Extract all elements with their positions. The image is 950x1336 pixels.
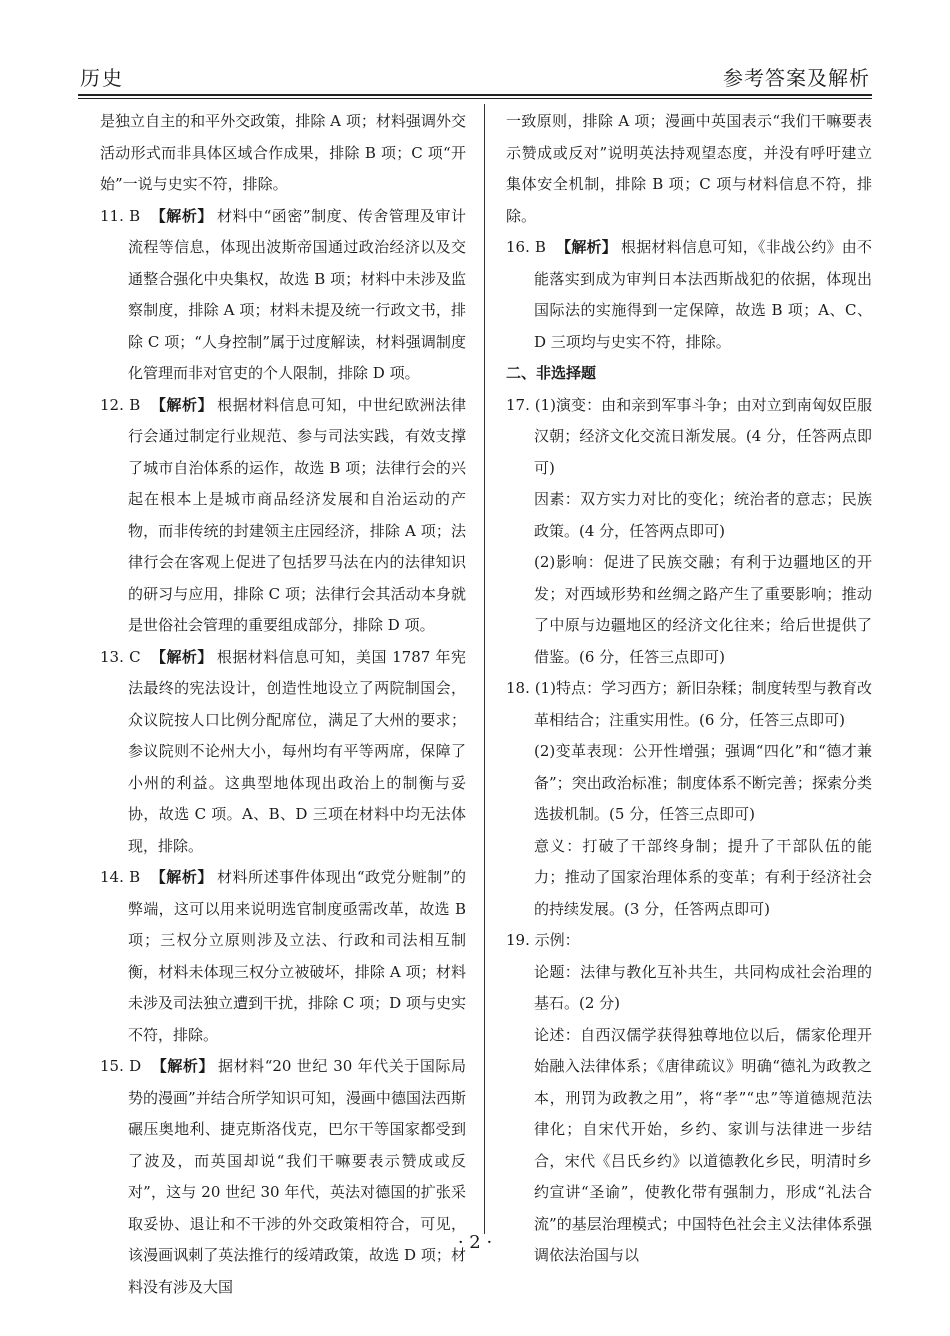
answer-13 (100, 642, 466, 863)
answer-19-thesis: 论题：法律与教化互补共生，共同构成社会治理的基石。(2 分) (534, 962, 872, 1012)
page-number: · 2 · (457, 1232, 493, 1253)
answer-19 (506, 925, 872, 957)
answer-13-text: 根据材料信息可知，美国 1787 年宪法最终的宪法设计，创造性地设立了两院制国会，众议院按人口比例分配席位，满足了大州的要求；参议院则不论州大小，每州均有平等两席，保障了小州的利益。这典型地体现出政治上的制衡与妥协，故选 C 项。A、B、D 三项在材料中均无法体现，排除。 (128, 647, 466, 855)
answer-14-tag: 【解析】 (150, 868, 213, 886)
right-column (506, 106, 872, 1272)
answer-18-significance: 意义：打破了干部终身制；提升了干部队伍的能力；推动了国家治理体系的变革；有利于经济社会的持续发展。(3 分，任答两点即可) (534, 836, 872, 918)
answer-11-text: 材料中“函密”制度、传舍管理及审计流程等信息，体现出波斯帝国通过政治经济以及交通整合强化中央集权，故选 B 项；材料中未涉及监察制度，排除 A 项；材料未提及统一行政文书，排除 C 项；“人身控制”属于过度解读，材料强调制度化管理而非对官吏的个人限制，排除 D 项。 (128, 206, 466, 382)
header-rule-thin (78, 98, 872, 99)
answer-17-part2: (2)影响：促进了民族交融；有利于边疆地区的开发；对西域形势和丝绸之路产生了重要影响；推动了中原与边疆地区的经济文化往来；给后世提供了借鉴。(6 分，任答三点即可) (534, 553, 872, 666)
answer-12 (100, 390, 466, 642)
answer-15-tag: 【解析】 (151, 1057, 215, 1075)
section-heading-nonchoice: 二、非选择题 (506, 364, 597, 382)
answer-11-tag: 【解析】 (150, 206, 213, 225)
subject-label: 历史 (80, 66, 124, 90)
answer-15 (100, 1051, 466, 1303)
answer-13-tag: 【解析】 (150, 647, 213, 666)
answer-12-tag: 【解析】 (150, 395, 214, 414)
left-column (100, 106, 466, 1303)
answer-12-text: 根据材料信息可知，中世纪欧洲法律行会通过制定行业规范、参与司法实践，有效支撑了城市自治体系的运作，故选 B 项；法律行会的兴起在根本上是城市商品经济发展和自治运动的产物，而非传统的封建领主庄园经济，排除 A 项；法律行会在客观上促进了包括罗马法在内的法律知识的研习与应用，排除 C 项；法律行会其活动本身就是世俗社会管理的重要组成部分，排除 D 项。 (128, 395, 466, 634)
page-header (78, 58, 872, 92)
answer-18-part2: (2)变革表现：公开性增强；强调“四化”和“德才兼备”；突出政治标准；制度体系不断完善；探索分类选拔机制。(5 分，任答三点即可) (534, 742, 872, 823)
answer-10-continued: 是独立自主的和平外交政策，排除 A 项；材料强调外交活动形式而非具体区域合作成果，排除 B 项；C 项“开始”一说与史实不符，排除。 (100, 112, 466, 193)
answer-16-tag: 【解析】 (555, 238, 617, 256)
answer-19-argument: 论述：自西汉儒学获得独尊地位以后，儒家伦理开始融入法律体系；《唐律疏议》明确“德礼为政教之本，刑罚为政教之用”，将“孝”“忠”等道德规范法律化；自宋代开始，乡约、家训与法律进一步结合，宋代《吕氏乡约》以道德教化乡民，明清时乡约宣讲“圣谕”，使教化带有强制力，形成“礼法合流”的基层治理模式；中国特色社会主义法律体系强调依法治国与以 (534, 1025, 872, 1264)
header-rule-thick (78, 94, 872, 96)
answer-16-text: 根据材料信息可知，《非战公约》由不能落实到成为审判日本法西斯战犯的依据，体现出国际法的实施得到一定保障，故选 B 项；A、C、D 三项均与史实不符，排除。 (534, 238, 872, 351)
answer-13-number: 13. C (100, 647, 141, 666)
answer-15-continued: 一致原则，排除 A 项；漫画中英国表示“我们干嘛要表示赞成或反对”说明英法持观望态度，并没有呼吁建立集体安全机制，排除 B 项；C 项与材料信息不符，排除。 (506, 112, 872, 225)
column-divider (484, 104, 485, 1234)
answer-17 (506, 390, 872, 485)
answer-11-number: 11. B (100, 206, 141, 225)
answer-14-text: 材料所述事件体现出“政党分赃制”的弊端，这可以用来说明选官制度亟需改革，故选 B 项；三权分立原则涉及立法、行政和司法相互制衡，材料未体现三权分立被破坏，排除 A 项；材料未涉及司法独立遭到干扰，排除 C 项；D 项与史实不符，排除。 (128, 868, 466, 1044)
answer-18-number: 18. (506, 679, 530, 697)
answer-11 (100, 201, 466, 390)
answer-17-part1: (1)演变：由和亲到军事斗争；由对立到南匈奴臣服汉朝；经济文化交流日渐发展。(4 分，任答两点即可) (534, 395, 872, 477)
answer-12-number: 12. B (100, 395, 141, 414)
answer-14 (100, 862, 466, 1051)
answer-18-part1: (1)特点：学习西方；新旧杂糅；制度转型与教育改革相结合；注重实用性。(6 分，任答三点即可) (534, 679, 872, 729)
answer-14-number: 14. B (100, 868, 141, 886)
answer-17-factors: 因素：双方实力对比的变化；统治者的意志；民族政策。(4 分，任答两点即可) (534, 490, 872, 540)
answer-16-number: 16. B (506, 238, 546, 256)
answer-19-example: 示例： (534, 931, 580, 949)
header-title: 参考答案及解析 (723, 66, 870, 90)
answer-17-number: 17. (506, 395, 530, 414)
answer-15-text: 据材料“20 世纪 30 年代关于国际局势的漫画”并结合所学知识可知，漫画中德国法西斯碾压奥地利、捷克斯洛伐克，巴尔干等国家都受到了波及，而英国却说“我们干嘛要表示赞成或反对”，这与 20 世纪 30 年代，英法对德国的扩张采取妥协、退让和不干涉的外交政策相符合，可见，该漫画讽刺了英法推行的绥靖政策，故选 D 项；材料没有涉及大国 (128, 1057, 466, 1296)
answer-15-number: 15. D (100, 1057, 142, 1075)
answer-18 (506, 673, 872, 736)
answer-16 (506, 232, 872, 358)
answer-19-number: 19. (506, 931, 530, 949)
